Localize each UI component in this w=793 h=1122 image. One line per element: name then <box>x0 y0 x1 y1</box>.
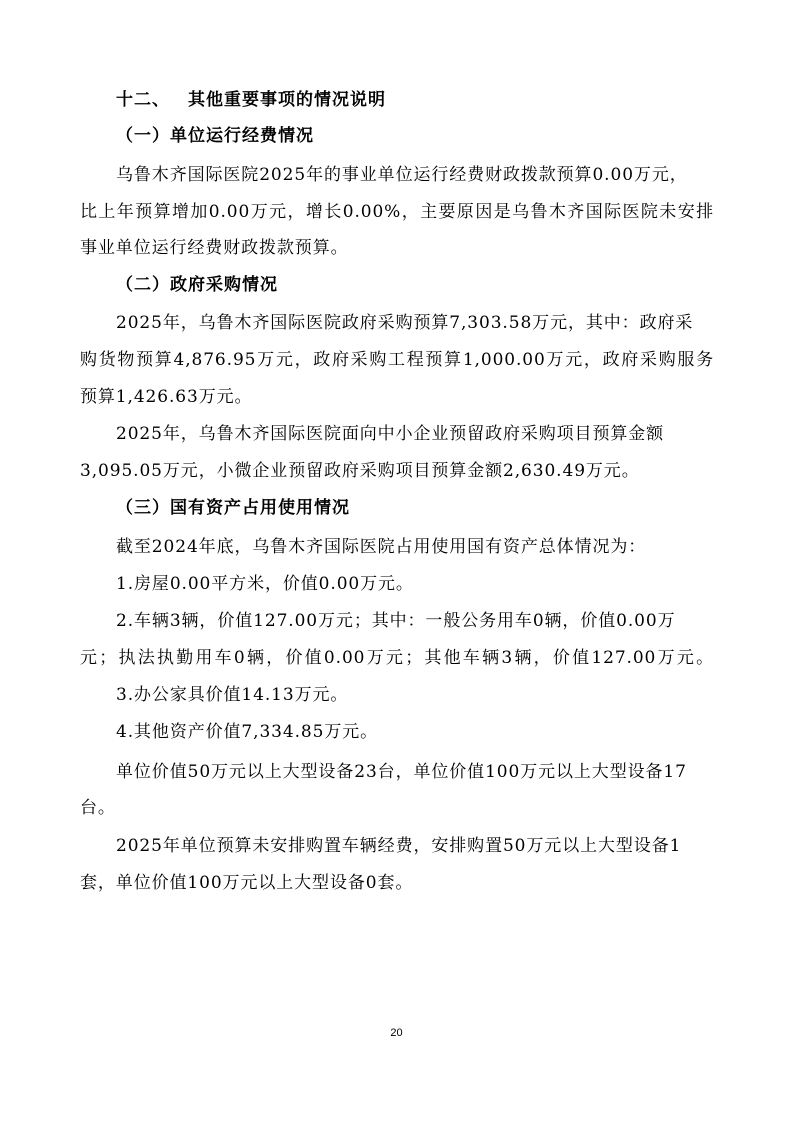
section-number: 十二、 <box>116 90 170 110</box>
paragraph-line: 2025年单位预算未安排购置车辆经费，安排购置50万元以上大型设备1 <box>116 836 682 856</box>
paragraph-line: 2025年，乌鲁木齐国际医院政府采购预算7,303.58万元，其中：政府采 <box>116 313 694 333</box>
paragraph-line: 事业单位运行经费财政拨款预算。 <box>80 238 349 258</box>
subsection-heading-operating-funds: （一）单位运行经费情况 <box>116 126 314 146</box>
paragraph-line: 套，单位价值100万元以上大型设备0套。 <box>80 873 414 893</box>
paragraph-line: 截至2024年底，乌鲁木齐国际医院占用使用国有资产总体情况为： <box>116 537 647 557</box>
subsection-heading-state-assets: （三）国有资产占用使用情况 <box>116 498 350 518</box>
paragraph-line: 2025年，乌鲁木齐国际医院面向中小企业预留政府采购项目预算金额 <box>116 424 665 444</box>
list-item-continuation: 元；执法执勤用车0辆，价值0.00万元；其他车辆3辆，价值127.00万元。 <box>80 648 714 668</box>
paragraph-line: 3,095.05万元，小微企业预留政府采购项目预算金额2,630.49万元。 <box>80 461 640 481</box>
list-item: 3.办公家具价值14.13万元。 <box>116 685 349 705</box>
paragraph-line: 乌鲁木齐国际医院2025年的事业单位运行经费财政拨款预算0.00万元， <box>116 165 688 185</box>
section-heading <box>116 92 386 109</box>
section-title: 其他重要事项的情况说明 <box>188 90 386 110</box>
list-item: 4.其他资产价值7,334.85万元。 <box>116 722 379 742</box>
paragraph-line: 台。 <box>80 798 116 818</box>
list-item: 1.房屋0.00平方米，价值0.00万元。 <box>116 574 414 594</box>
subsection-heading-procurement: （二）政府采购情况 <box>116 275 278 295</box>
paragraph-line: 购货物预算4,876.95万元，政府采购工程预算1,000.00万元，政府采购服务 <box>80 350 714 370</box>
paragraph-line: 单位价值50万元以上大型设备23台，单位价值100万元以上大型设备17 <box>116 762 687 782</box>
page-number: 20 <box>390 1027 403 1039</box>
paragraph-line: 比上年预算增加0.00万元，增长0.00%，主要原因是乌鲁木齐国际医院未安排 <box>80 202 714 222</box>
list-item: 2.车辆3辆，价值127.00万元；其中：一般公务用车0辆，价值0.00万 <box>116 611 676 631</box>
paragraph-line: 预算1,426.63万元。 <box>80 387 253 407</box>
